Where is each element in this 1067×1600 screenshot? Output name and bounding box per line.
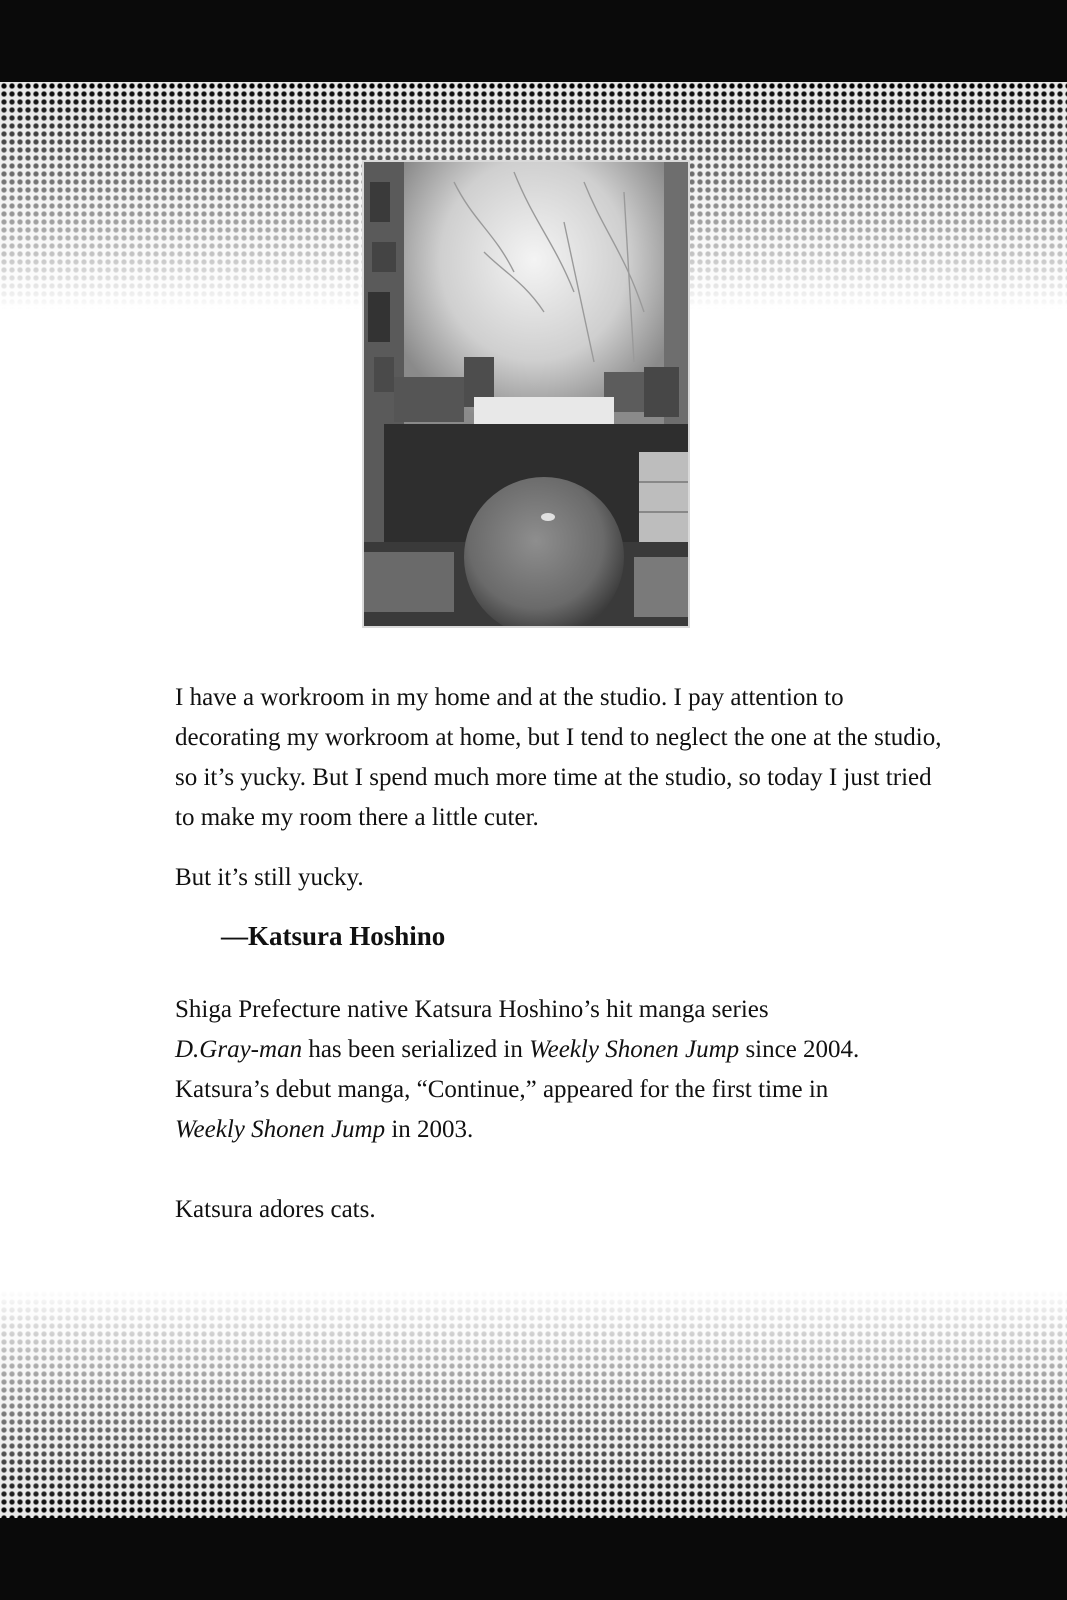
- halftone-band-bottom: [0, 1290, 1067, 1600]
- workroom-photo: [362, 160, 690, 628]
- series-title: D.Gray-man: [175, 1036, 303, 1063]
- bio-line-4-post: in 2003.: [385, 1116, 474, 1143]
- bio-line-1: Shiga Prefecture native Katsura Hoshino’s hit manga series: [175, 996, 769, 1023]
- top-solid-bar: [0, 0, 1067, 82]
- magazine-title-2: Weekly Shonen Jump: [175, 1116, 386, 1143]
- magazine-title: Weekly Shonen Jump: [529, 1036, 740, 1063]
- statement-paragraph-2: But it’s still yucky.: [175, 864, 364, 891]
- bio-line-2-post: since 2004.: [739, 1036, 860, 1063]
- bio-line-2-mid: has been serialized in: [302, 1036, 530, 1063]
- workroom-photo-image: [364, 162, 688, 626]
- statement-paragraph-1: I have a workroom in my home and at the studio. I pay attention to decorating my workroom at home, but I tend to neglect the one at the studio, so it’s yucky. But I spend much more time at the studio, so today I just tried to make my room there a little cuter.: [175, 684, 942, 831]
- text-content: [175, 678, 955, 1230]
- bottom-halftone-dots: [0, 1290, 1067, 1518]
- bio-line-3: Katsura’s debut manga, “Continue,” appeared for the first time in: [175, 1076, 829, 1103]
- author-signature: —Katsura Hoshino: [221, 921, 446, 951]
- closing-line: Katsura adores cats.: [175, 1196, 376, 1223]
- bottom-solid-bar: [0, 1518, 1067, 1600]
- bio-paragraph: [175, 990, 955, 1150]
